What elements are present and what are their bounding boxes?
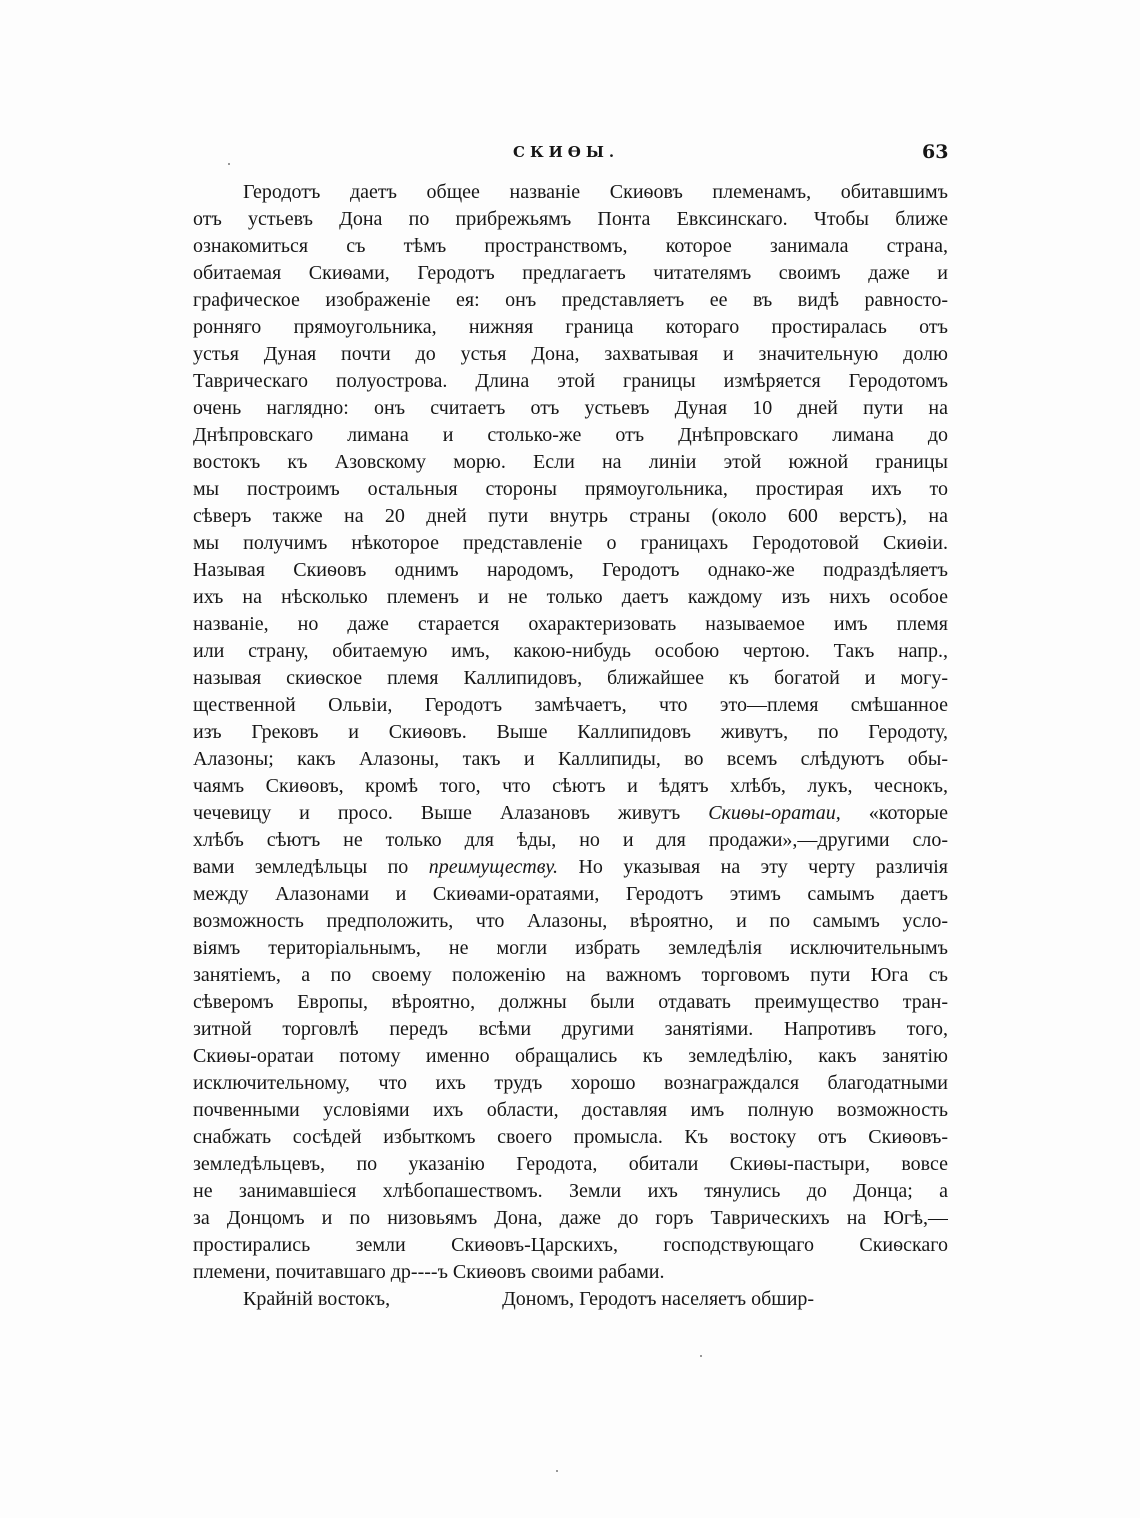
- italic-term: Скиѳы-оратаи,: [708, 802, 841, 824]
- text-line: мы получимъ нѣкоторое представленіе о границахъ Геродотовой Скиѳіи.: [193, 532, 948, 554]
- text-line: Геродотъ даетъ общее названіе Скиѳовъ племенамъ, обитавшимъ: [243, 181, 948, 203]
- text-line: снабжать сосѣдей избыткомъ своего промысла. Къ востоку отъ Скиѳовъ-: [193, 1126, 948, 1148]
- text-line: не занимавшіеся хлѣбопашествомъ. Земли ихъ тянулись до Донца; а: [193, 1180, 948, 1202]
- text-segment: «которые: [868, 802, 948, 824]
- text-line: возможность предположить, что Алазоны, вѣроятно, и по самымъ усло-: [193, 910, 948, 932]
- text-line-damaged: [193, 1286, 948, 1313]
- text-line: Алазоны; какъ Алазоны, такъ и Каллипиды, во всемъ слѣдуютъ обы-: [193, 748, 948, 770]
- text-line: Днѣпровскаго лимана и столько-же отъ Днѣпровскаго лимана до: [193, 424, 948, 446]
- text-line-mixed: [193, 854, 948, 881]
- text-line: мы построимъ остальныя стороны прямоугольника, простирая ихъ то: [193, 478, 948, 500]
- text-line: отъ устьевъ Дона по прибрежьямъ Понта Евксинскаго. Чтобы ближе: [193, 208, 948, 230]
- text-segment: Дономъ, Геродотъ населяетъ обшир-: [502, 1288, 815, 1310]
- body-text: [193, 179, 948, 1313]
- scan-speck: [228, 163, 230, 165]
- scan-speck: [556, 1470, 558, 1472]
- text-line: ознакомиться съ тѣмъ пространствомъ, которое занимала страна,: [193, 235, 948, 257]
- text-line: Таврическаго полуострова. Длина этой границы измѣряется Геродотомъ: [193, 370, 948, 392]
- text-line: востокъ къ Азовскому морю. Если на линіи этой южной границы: [193, 451, 948, 473]
- text-line: сѣверъ также на 20 дней пути внутрь страны (около 600 верстъ), на: [193, 505, 948, 527]
- text-line: хлѣбъ сѣютъ не только для ѣды, но и для продажи»,—другими сло-: [193, 829, 948, 851]
- text-segment: племени, почитавшаго др: [193, 1261, 411, 1283]
- text-line: называя скиѳское племя Каллипидовъ, ближайшее къ богатой и могу-: [193, 667, 948, 689]
- text-line: простирались земли Скиѳовъ-Царскихъ, господствующаго Скиѳскаго: [193, 1234, 948, 1256]
- text-line: сѣверомъ Европы, вѣроятно, должны были отдавать преимущество тран-: [193, 991, 948, 1013]
- text-segment: Крайній востокъ,: [243, 1288, 391, 1310]
- text-line: или страну, обитаемую имъ, какою-нибудь особою чертою. Такъ напр.,: [193, 640, 948, 662]
- text-segment: чечевицу и просо. Выше Алазановъ живутъ: [193, 802, 681, 824]
- text-segment: ъ Скиѳовъ своими рабами.: [437, 1261, 665, 1283]
- text-line: исключительному, что ихъ трудъ хорошо вознаграждался благодатными: [193, 1072, 948, 1094]
- text-line: обитаемая Скиѳами, Геродотъ предлагаетъ читателямъ своимъ даже и: [193, 262, 948, 284]
- text-line: графическое изображеніе ея: онъ представляетъ ее въ видѣ равносто-: [193, 289, 948, 311]
- text-line: ихъ на нѣсколько племенъ и не только даетъ каждому изъ нихъ особое: [193, 586, 948, 608]
- text-line: за Донцомъ и по низовьямъ Дона, даже до горъ Таврическихъ на Югѣ,—: [193, 1207, 948, 1229]
- text-line: зитной торговлѣ передъ всѣми другими занятіями. Напротивъ того,: [193, 1018, 948, 1040]
- text-line: очень наглядно: онъ считаетъ отъ устьевъ Дуная 10 дней пути на: [193, 397, 948, 419]
- text-line: названіе, но даже старается охарактеризовать называемое имъ племя: [193, 613, 948, 635]
- damaged-print-mark: ----: [410, 1261, 438, 1283]
- text-line: віямъ територіальнымъ, не могли избрать земледѣлія исключительнымъ: [193, 937, 948, 959]
- page-number: 63: [922, 141, 949, 163]
- text-line: почвенными условіями ихъ области, доставляя имъ полную возможность: [193, 1099, 948, 1121]
- text-line: между Алазонами и Скиѳами-оратаями, Геродотъ этимъ самымъ даетъ: [193, 883, 948, 905]
- text-segment: Но указывая на эту черту различія: [578, 856, 948, 878]
- running-title: СКИѲЫ.: [513, 143, 620, 161]
- text-segment: вами земледѣльцы по: [193, 856, 409, 878]
- text-line: земледѣльцевъ, по указанію Геродота, обитали Скиѳы-пастыри, вовсе: [193, 1153, 948, 1175]
- text-line: занятіемъ, а по своему положенію на важномъ торговомъ пути Юга съ: [193, 964, 948, 986]
- scan-speck: [700, 1355, 702, 1357]
- italic-term: преимуществу.: [428, 856, 559, 878]
- text-line: Называя Скиѳовъ однимъ народомъ, Геродотъ однако-же подраздѣляетъ: [193, 559, 948, 581]
- text-line: устья Дуная почти до устья Дона, захватывая и значительную долю: [193, 343, 948, 365]
- text-line-mixed: [193, 800, 948, 827]
- text-line: изъ Грековъ и Скиѳовъ. Выше Каллипидовъ живутъ, по Геродоту,: [193, 721, 948, 743]
- text-line: чаямъ Скиѳовъ, кромѣ того, что сѣютъ и ѣдятъ хлѣбъ, лукъ, чеснокъ,: [193, 775, 948, 797]
- text-line: Скиѳы-оратаи потому именно обращались къ земледѣлію, какъ занятію: [193, 1045, 948, 1067]
- text-line: щественной Ольвіи, Геродотъ замѣчаетъ, что это—племя смѣшанное: [193, 694, 948, 716]
- text-line: ронняго прямоугольника, нижняя граница котораго простиралась отъ: [193, 316, 948, 338]
- text-line-damaged: [193, 1259, 948, 1286]
